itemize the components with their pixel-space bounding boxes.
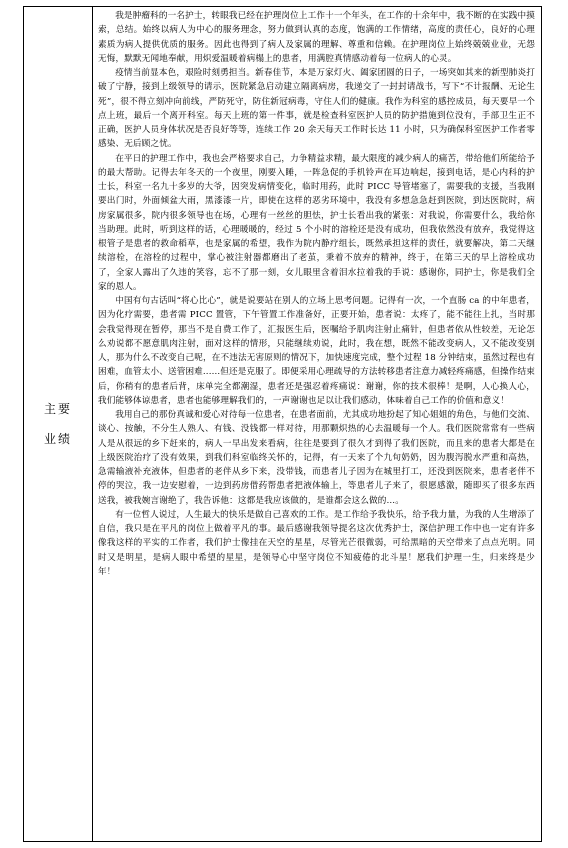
paragraph-intro: 我是肿瘤科的一名护士，转眼我已经在护理岗位上工作十一个年头，在工作的十余年中，我不断的在实践中摸索，总结。始终以病人为中心的服务理念，努力做到认真的态度，饱满的工作情绪，高度的责任心，良好的心理素质为病人提供优质的服务。因此也得到了病人及家属的理解、尊重和信赖。在护理岗位上始终兢兢业业，无怨无悔，默默无闻地奉献，用炽爱温暖着病榻上的患者，用满腔真情感动着每一位病人的心灵。 bbox=[98, 11, 535, 64]
paragraph-empathy: 中国有句古话叫“将心比心”，就是说要站在别人的立场上思考问题。记得有一次，一个直肠 ca 的中年患者，因为化疗需要，患者需 PICC 置管，下午管置工作准备好，正要开始，患者说：太疼了，能不能往上扎，当时那会我觉得现在暂停，那当不是自费工作了，汇报医生后，医嘱给予肌肉注射止痛针，但患者依从性较差，无论怎么劝说都不愿意肌肉注射，面对这样的情形，只能继续劝说，此时，我在想，既然不能改变病人，又不能改变别人，那为什么不改变自己呢，在不违法无害原则的情况下，加快速度完成，整个过程 18 分钟结束，虽然过程也有困难，血管太小、送管困难......但还是克服了。即便采用心理疏导的方法转移患者注意力减轻疼痛感，但操作结束后，你稍有的患者后背，床单完全都潮湿，患者还是强忍着疼痛说：谢谢，你的技术很棒！是啊，人心换人心，我们能够体谅患者，患者也能够理解我们的，一声谢谢也足以让我们感动，体味着自己工作的价值和意义！ bbox=[98, 296, 535, 406]
paragraph-closing: 有一位哲人说过，人生最大的快乐是做自己喜欢的工作。是工作给予我快乐，给予我力量，为我的人生增添了自信，我只是在平凡的岗位上做着平凡的事。最后感谢我领导提名这次优秀护士，深信护理工作中也一定有许多像我这样的平实的工作者，我们护士像挂在天空的星星，尽管光芒很微弱，可给黑暗的天空带来了点点光明。同时又是明星，是病人眼中希望的星星，是领导心中坚守岗位不知疲倦的北斗星！愿我们护理一生，归来终是少年！ bbox=[98, 509, 535, 577]
paragraph-picc-night: 在平日的护理工作中，我也会严格要求自己，力争精益求精，最大限度的减少病人的痛苦，带给他们所能给予的最大帮助。记得去年冬天的一个夜里，刚要入睡，一阵急促的手机铃声在耳边响起，接到电话，是心内科的护士长，科室一名九十多岁的大爷，因突发病情变化，临时用药，此时 PICC 导管堵塞了，需要我的支援，当我刚要出门时，外面倾盆大雨，黑漆漆一片，即使在这样的恶劣环境中，我没有多想急急赶到医院，到达医院时，病房家属很多，院内很多领导也在场，心理有一丝丝的胆怯，护士长看出我的紧张：对我说，你需要什么，我给你当助理。此时，听到这样的话，心理暖暖的，经过 5 个小时的溶栓还是没有成功，但我依然没有放弃，我觉得这根管子是患者的救命稻草，也是家属的希望，我作为院内静疗组长，既然承担这样的责任，就要解决，第二天继续溶栓，在溶栓的过程中，掌心被注射器都磨出了老茧，秉着不放弃的精神，终于，在第三天的早上溶栓成功了，全家人露出了久违的笑容，忘不了那一刻，女儿眼里含着泪水拉着我的手说：感谢你，同护士，你是我们全家的恩人。 bbox=[98, 153, 535, 292]
performance-form-table bbox=[23, 6, 542, 842]
section-label-cell bbox=[24, 7, 93, 841]
paragraph-epidemic: 疫情当前显本色，艰险时刻勇担当。新春佳节，本是万家灯火、阖家团圆的日子，一场突如其来的新型肺炎打破了宁静，接到上级领导的请示，医院紧急启动建立隔离病房，我递交了一封封请战书，写下“不计报酬、无论生死”，很不得立刻冲向前线，严防死守，防住新冠病毒，守住人们的健康。我作为科室的感控成员，每天要早一个点上班，最后一个离开科室。每天上班的第一件事，就是检查科室医护人员的防护措施到位没有，手部卫生正不正确，医护人员身体状况是否良好等等，连续工作 20 余天每天工作时长达 11 小时，只为确保科室医护工作者零感染、无后顾之忧。 bbox=[98, 68, 535, 150]
paragraph-sincerity: 我用自己的那份真诚和爱心对待每一位患者，在患者面前，尤其成功地扮起了知心姐姐的角色，与他们交流、谈心、按触，不分生人熟人、有钱、没钱都一样对待，用那颗炽热的心去温暖每一个人。我们医院常常有一些病人是从很远的乡下赶来的，病人一早出发来看病，往往是要到了很久才到得了我们医院，而且来的患者大都是在上级医院治疗了没有效果，到我们科室临终关怀的，记得，有一天来了个九旬奶奶，因为腹泻脱水严重和高热，急需输液补充液体，但患者的老伴从乡下来，没带钱，而患者儿子因为在城里打工，还没到医院来，患者老伴不停的哭泣，我一边安慰着，一边到药房借药帮患者把液体输上，等患者儿子来了，很愿感激，随即买了很多东西送我，被我婉言谢绝了，我告诉他：这都是我应该做的，是谁都会这么做的…。 bbox=[98, 410, 535, 506]
content-cell bbox=[93, 7, 541, 841]
section-label: 主要业绩 bbox=[43, 402, 72, 446]
